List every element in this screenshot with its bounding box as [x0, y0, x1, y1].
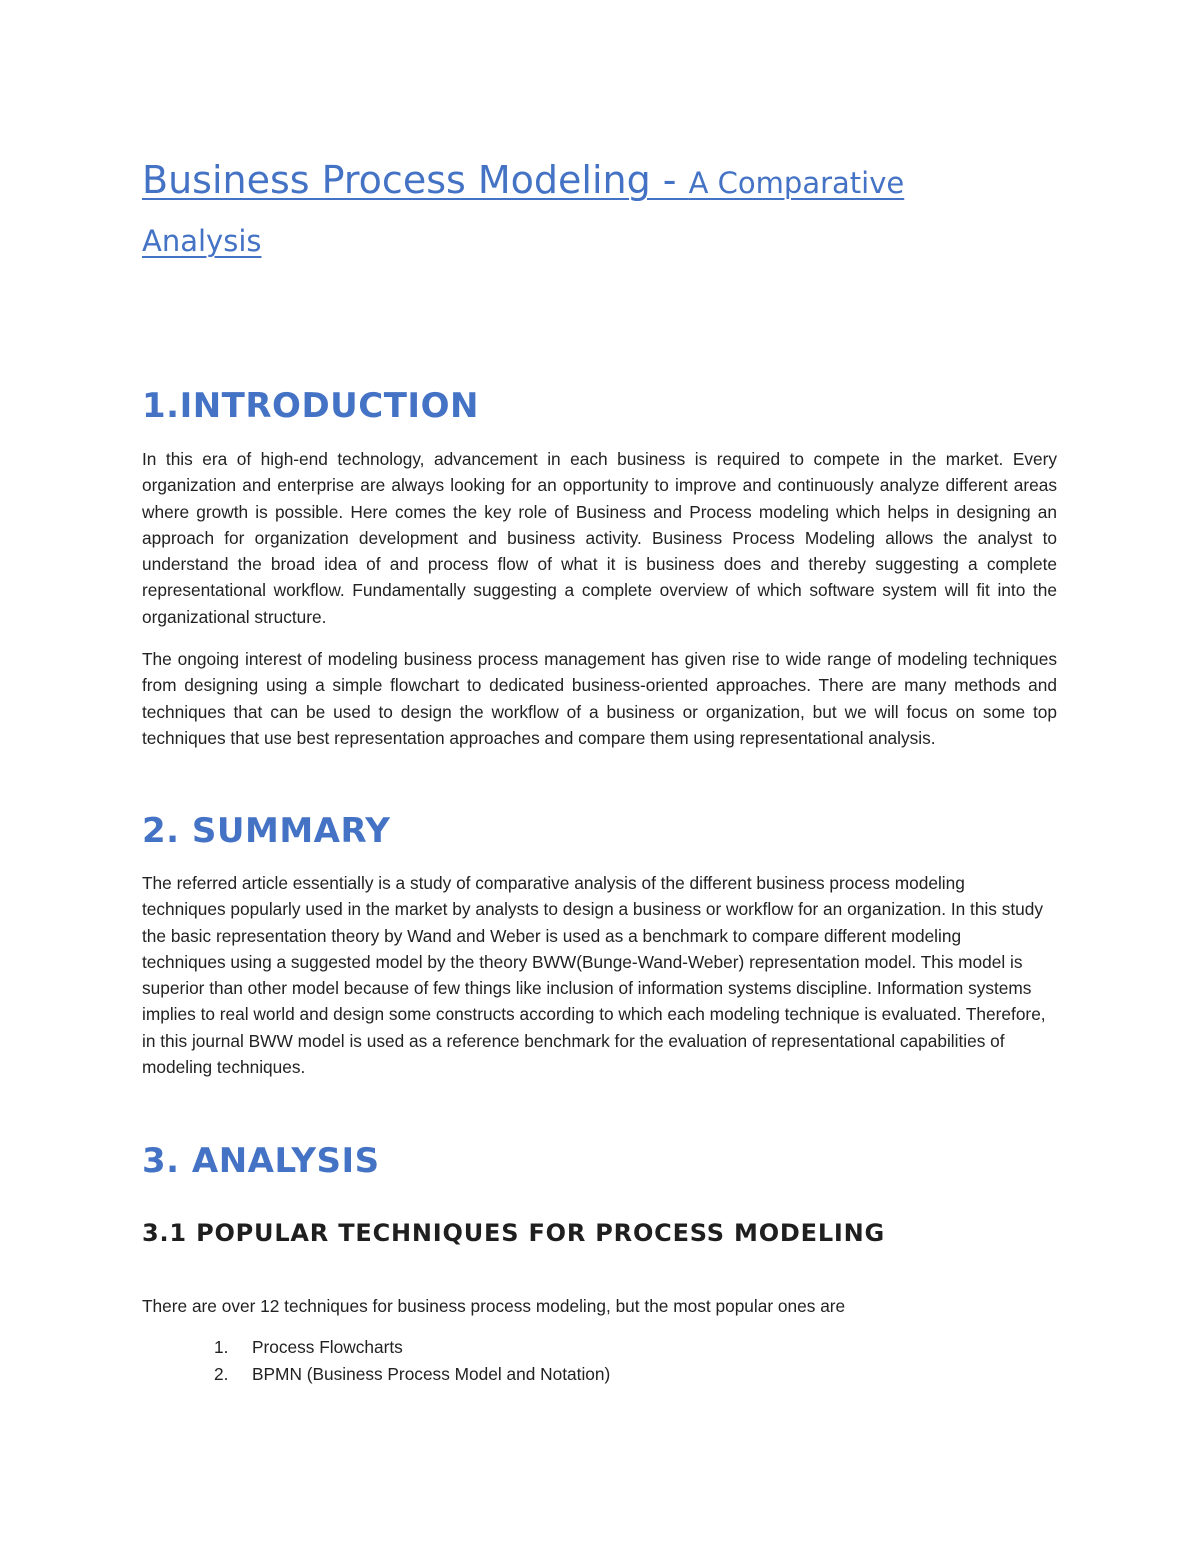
list-item-label: Process Flowcharts	[252, 1337, 403, 1357]
list-item-number: 1.	[214, 1337, 229, 1357]
introduction-paragraph-1: In this era of high-end technology, advancement in each business is required to compete in the market. Every organization and enterprise are always looking for an opportunity to improve and continuously analyze different areas where growth is possible. Here comes the key role of Business and Process modeling which helps in designing an approach for organization development and business activity. Business Process Modeling allows the analyst to understand the broad idea of and process flow of what it is business does and thereby suggesting a complete representational workflow. Fundamentally suggesting a complete overview of which software system will fit into the organizational structure.	[142, 449, 1057, 627]
summary-heading: 2. SUMMARY	[142, 811, 391, 851]
techniques-list	[142, 1334, 1057, 1388]
document-title	[142, 152, 1062, 270]
analysis-subheading: 3.1 POPULAR TECHNIQUES FOR PROCESS MODELING	[142, 1219, 886, 1247]
analysis-intro-paragraph: There are over 12 techniques for business process modeling, but the most popular ones are	[142, 1296, 846, 1316]
title-subtitle-line1: A Comparative	[688, 166, 905, 200]
introduction-heading: 1.INTRODUCTION	[142, 386, 479, 426]
title-subtitle-line2: Analysis	[142, 224, 262, 258]
introduction-paragraph-2: The ongoing interest of modeling business process management has given rise to wide range of modeling techniques from designing using a simple flowchart to dedicated business-oriented approaches. There are many methods and techniques that can be used to design the workflow of a business or organization, but we will focus on some top techniques that use best representation approaches and compare them using representational analysis.	[142, 649, 1057, 748]
analysis-heading: 3. ANALYSIS	[142, 1141, 380, 1181]
list-item	[142, 1334, 1057, 1361]
list-item-label: BPMN (Business Process Model and Notation)	[252, 1363, 611, 1384]
title-main: Business Process Modeling -	[142, 158, 689, 202]
list-item-number: 2.	[214, 1363, 229, 1384]
summary-paragraph: The referred article essentially is a study of comparative analysis of the different business process modeling techniques popularly used in the market by analysts to design a business or workflow for an organization. In this study the basic representation theory by Wand and Weber is used as a benchmark to compare different modeling techniques using a suggested model by the theory BWW(Bunge-Wand-Weber) representation model. This model is superior than other model because of few things like inclusion of information systems discipline. Information systems implies to real world and design some constructs according to which each modeling technique is evaluated. Therefore, in this journal BWW model is used as a reference benchmark for the evaluation of representational capabilities of modeling techniques.	[142, 873, 1046, 1078]
list-item	[142, 1361, 1057, 1388]
